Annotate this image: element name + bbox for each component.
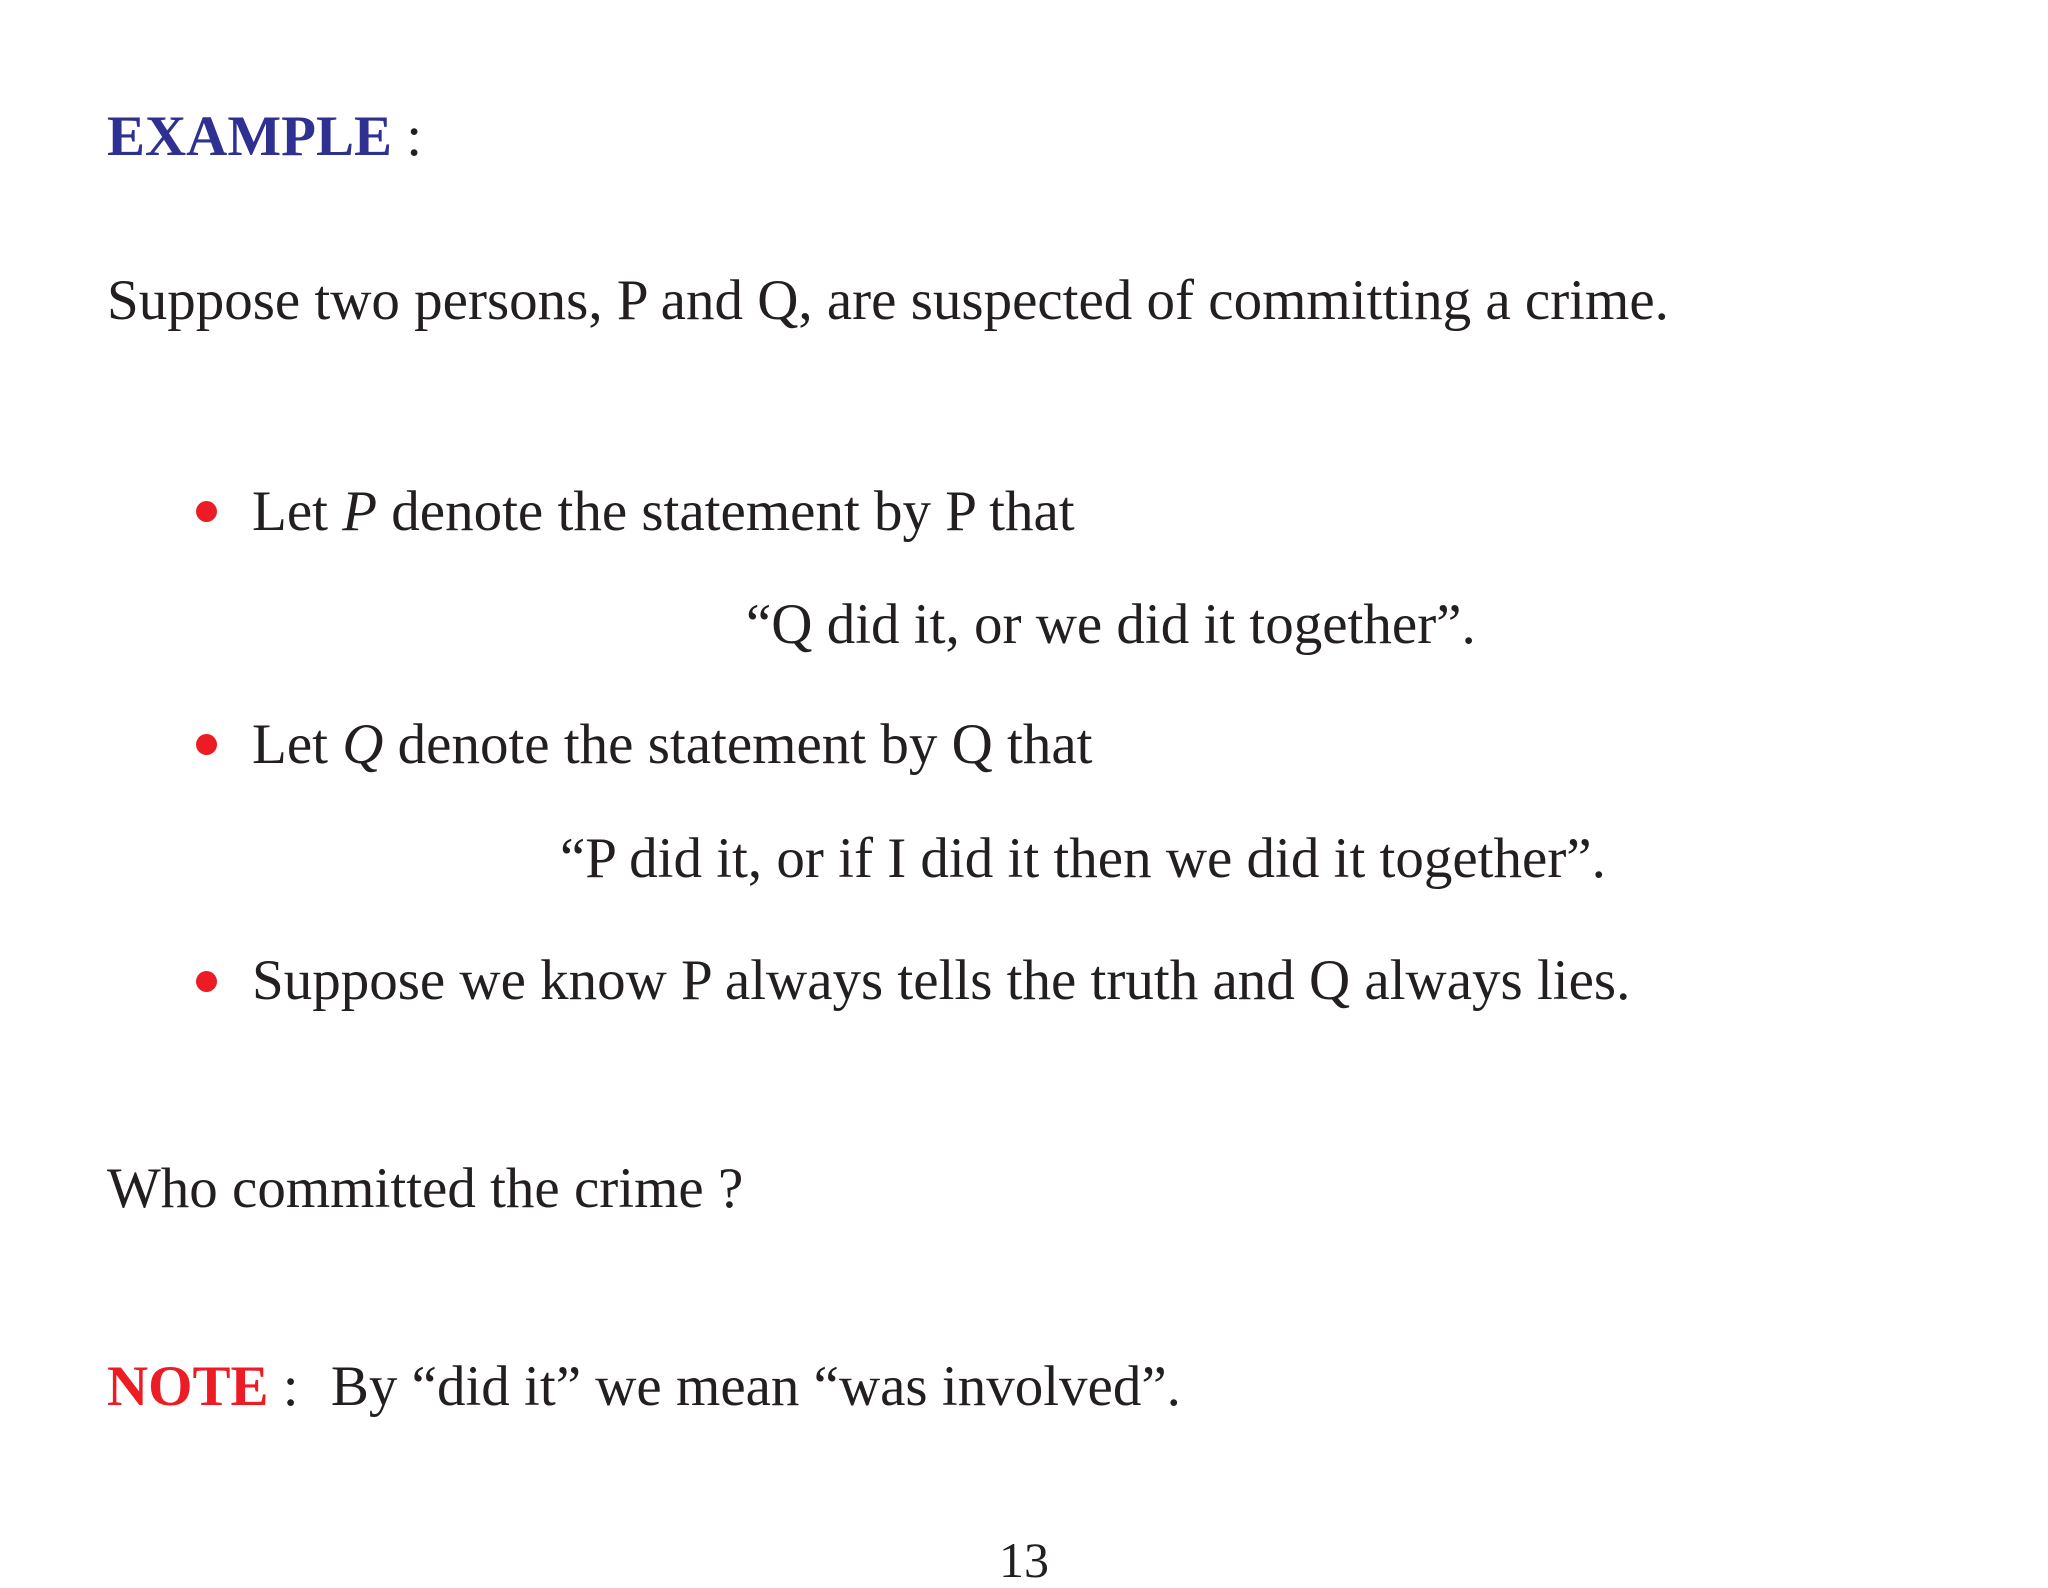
intro-text: Suppose two persons, P and Q, are suspected of committing a crime. xyxy=(107,269,1669,332)
bullet-dot-2 xyxy=(196,734,217,755)
bullet-2-post: denote the statement by Q that xyxy=(397,713,1093,776)
bullet-2-variable: Q xyxy=(342,713,384,776)
example-heading-label: EXAMPLE xyxy=(107,105,392,168)
bullet-1-variable: P xyxy=(342,480,378,543)
page-number: 13 xyxy=(999,1532,1049,1588)
example-heading-colon: : xyxy=(406,105,423,168)
bullet-item-2 xyxy=(252,713,1093,776)
note-label: NOTE xyxy=(107,1355,269,1418)
example-heading xyxy=(107,105,423,168)
bullet-2-pre: Let xyxy=(252,713,328,776)
question-text: Who committed the crime ? xyxy=(107,1157,744,1220)
note-line xyxy=(107,1355,1181,1418)
bullet-1-quote: “Q did it, or we did it together”. xyxy=(746,593,1476,656)
bullet-2-quote: “P did it, or if I did it then we did it together”. xyxy=(560,827,1606,890)
bullet-1-post: denote the statement by P that xyxy=(391,480,1075,543)
bullet-item-1 xyxy=(252,480,1075,543)
note-colon: : xyxy=(282,1355,299,1418)
bullet-1-pre: Let xyxy=(252,480,328,543)
note-text: By “did it” we mean “was involved”. xyxy=(330,1355,1181,1418)
bullet-item-3: Suppose we know P always tells the truth and Q always lies. xyxy=(252,949,1631,1012)
bullet-dot-1 xyxy=(196,501,217,522)
bullet-dot-3 xyxy=(196,971,217,992)
